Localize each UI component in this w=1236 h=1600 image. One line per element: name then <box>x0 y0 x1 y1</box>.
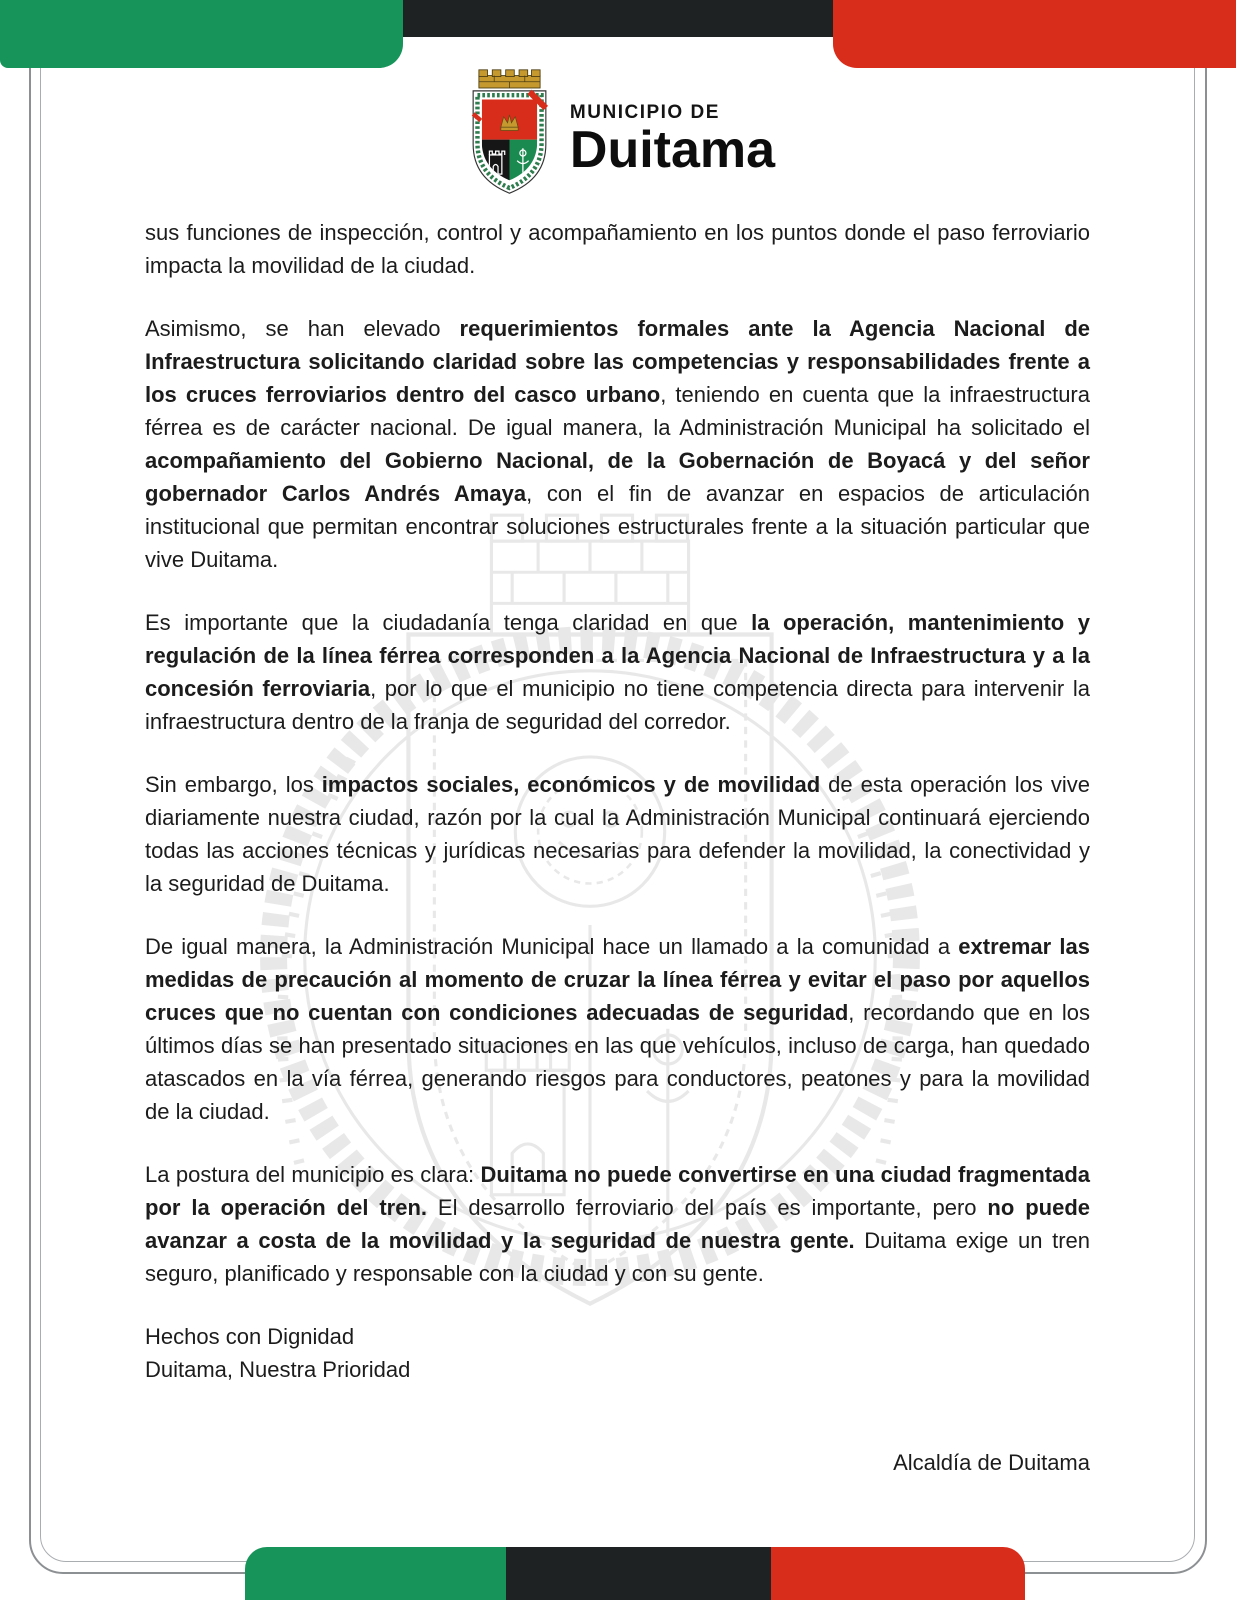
bottom-bar-black <box>506 1547 771 1600</box>
org-wordmark <box>569 102 776 179</box>
duitama-coat-of-arms-icon <box>461 66 558 198</box>
paragraph: De igual manera, la Administración Municipal hace un llamado a la comunidad a extremar las medidas de precaución al momento de cruzar la línea férrea y evitar el paso por aquellos cruces que no cuentan con condiciones adecuadas de seguridad, recordando que en los últimos días se han presentado situaciones en las que vehículos, incluso de carga, han quedado atascados en la vía férrea, generando riesgos para conductores, peatones y para la movilidad de la ciudad. <box>145 934 1091 1124</box>
paragraph: Duitama, Nuestra Prioridad <box>145 1357 411 1382</box>
org-name-label: Duitama <box>569 121 776 179</box>
paragraph: La postura del municipio es clara: Duitama no puede convertirse en una ciudad fragmentada por la operación del tren. El desarrollo ferroviario del país es importante, pero no puede avanzar a costa de la movilidad y la seguridad de nuestra gente. Duitama exige un tren seguro, planificado y responsable con la ciudad y con su gente. <box>145 1162 1090 1286</box>
paragraph: Hechos con Dignidad <box>145 1324 355 1349</box>
top-bar-red <box>833 0 1236 68</box>
paragraph: Alcaldía de Duitama <box>893 1450 1090 1475</box>
top-bar-black <box>403 0 833 37</box>
letterhead <box>0 66 1236 198</box>
paragraph: Sin embargo, los impactos sociales, económicos y de movilidad de esta operación los vive diariamente nuestra ciudad, razón por la cual la Administración Municipal continuará ejerciendo todas las acciones técnicas y jurídicas necesarias para defender la movilidad, la conectividad y la seguridad de Duitama. <box>145 772 1090 896</box>
bottom-bar-red <box>771 1547 1025 1600</box>
top-bar-green <box>0 0 403 68</box>
org-small-label: MUNICIPIO DE <box>569 102 720 123</box>
paragraph: Es importante que la ciudadanía tenga claridad en que la operación, mantenimiento y regulación de la línea férrea corresponden a la Agencia Nacional de Infraestructura y a la concesión ferroviaria, por lo que el municipio no tiene competencia directa para intervenir la infraestructura dentro de la franja de seguridad del corredor. <box>145 610 1090 734</box>
paragraph: sus funciones de inspección, control y acompañamiento en los puntos donde el paso ferroviario impacta la movilidad de la ciudad. <box>145 220 1090 278</box>
bottom-bar-green <box>245 1547 506 1600</box>
letter-body <box>145 216 1090 1509</box>
paragraph: Asimismo, se han elevado requerimientos formales ante la Agencia Nacional de Infraestructura solicitando claridad sobre las competencias y responsabilidades frente a los cruces ferroviarios dentro del casco urbano, teniendo en cuenta que la infraestructura férrea es de carácter nacional. De igual manera, la Administración Municipal ha solicitado el acompañamiento del Gobierno Nacional, de la Gobernación de Boyacá y del señor gobernador Carlos Andrés Amaya, con el fin de avanzar en espacios de articulación institucional que permitan encontrar soluciones estructurales frente a la situación particular que vive Duitama. <box>145 316 1090 572</box>
